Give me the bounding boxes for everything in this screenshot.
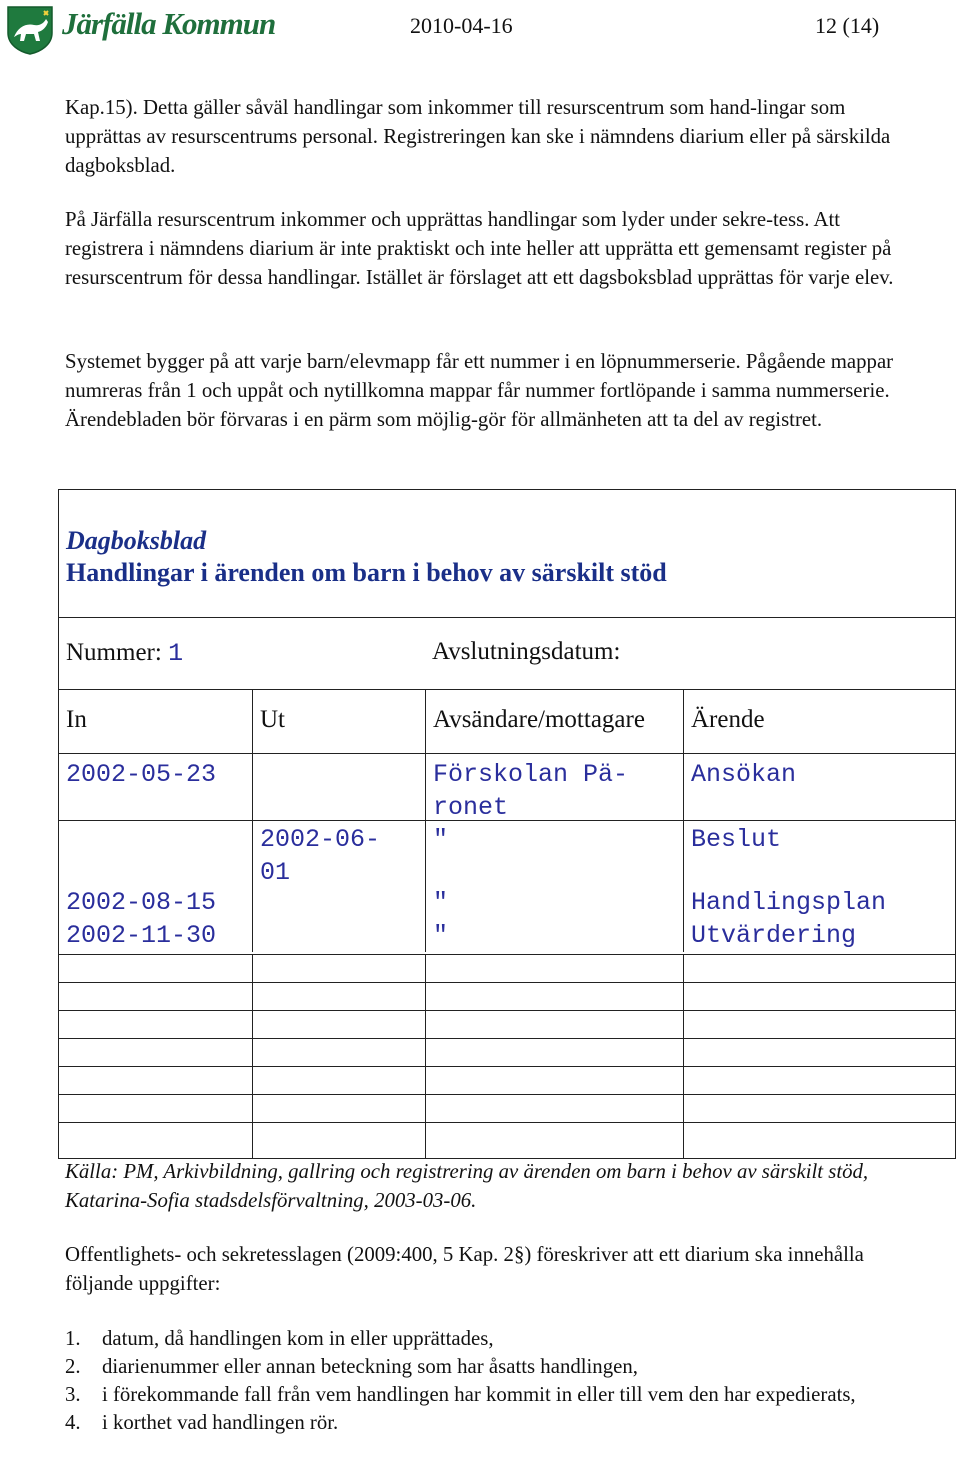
form-subtitle: Handlingar i ärenden om barn i behov av särskilt stöd: [66, 558, 667, 587]
table-row-empty: [59, 1122, 955, 1159]
form-column-headers: [59, 689, 955, 754]
col-header-party: Avsändare/mottagare: [425, 689, 684, 753]
col-header-in: In: [66, 706, 87, 733]
paragraph-law-reference: Offentlighets- och sekretesslagen (2009:400, 5 Kap. 2§) föreskriver att ett diarium ska innehålla följande uppgifter:: [65, 1243, 864, 1295]
table-row-empty: [59, 954, 955, 983]
list-item: 3. i förekommande fall från vem handlingen har kommit in eller till vem den har expedierats,: [65, 1383, 856, 1406]
page-number: 12 (14): [815, 13, 880, 38]
form-title: Dagboksblad: [66, 526, 207, 555]
table-row-empty: [59, 1094, 955, 1123]
end-date-cell: [425, 617, 955, 689]
municipality-crest-icon: [4, 3, 56, 55]
list-item: 1. datum, då handlingen kom in eller upprättades,: [65, 1327, 494, 1350]
table-row: 2002-06- 01 " Beslut: [59, 820, 955, 887]
form-header: [59, 490, 955, 618]
table-row-empty: [59, 1038, 955, 1067]
col-header-ut: Ut: [252, 689, 426, 753]
number-cell: [59, 617, 425, 689]
requirements-list: [65, 1325, 925, 1437]
form-number-row: [59, 617, 955, 690]
paragraph-registration: Kap.15). Detta gäller såväl handlingar som inkommer till resurscentrum som hand-lingar som upprättas av resurscentrums personal. Registreringen kan ske i nämndens diarium eller på särskilda dagboksblad.: [65, 96, 891, 177]
table-row-empty: [59, 1066, 955, 1095]
source-citation: Källa: PM, Arkivbildning, gallring och registrering av ärenden om barn i behov av särskilt stöd, Katarina-Sofia stadsdelsförvaltning, 2003-03-06.: [65, 1160, 869, 1212]
col-header-case: Ärende: [683, 689, 956, 753]
number-value: 1: [168, 639, 184, 668]
table-row: 2002-05-23 Förskolan Pä- ronet Ansökan: [59, 753, 955, 820]
dagboksblad-form: [58, 489, 956, 1159]
table-row-empty: [59, 982, 955, 1011]
page-header: [0, 0, 960, 56]
table-row: 2002-08-15 " Handlingsplan: [59, 886, 955, 919]
document-date: 2010-04-16: [410, 13, 513, 38]
end-date-label: Avslutningsdatum:: [432, 638, 621, 665]
table-row-empty: [59, 1010, 955, 1039]
paragraph-secrecy: På Järfälla resurscentrum inkommer och upprättas handlingar som lyder under sekre-tess. Att registrera i nämndens diarium är inte praktiskt och inte heller att upprätta ett gemensamt register på resurscentrum för dessa handlingar. Istället är förslaget att ett dagsboksblad upprättas för varje elev.: [65, 208, 894, 289]
org-logo-text: Järfälla Kommun: [62, 6, 276, 41]
table-row: 2002-11-30 " Utvärdering: [59, 919, 955, 952]
list-item: 4. i korthet vad handlingen rör.: [65, 1411, 339, 1434]
list-item: 2. diarienummer eller annan beteckning som har åsatts handlingen,: [65, 1355, 638, 1378]
paragraph-numbering-system: Systemet bygger på att varje barn/elevmapp får ett nummer i en löpnummerserie. Pågående mappar numreras från 1 och uppåt och nytillkomna mappar får nummer fortlöpande i samma nummerserie. Ärendebladen bör förvaras i en pärm som möjlig-gör för allmänheten att ta del av registret.: [65, 350, 894, 431]
number-field: [66, 637, 183, 670]
number-label: Nummer:: [66, 639, 162, 666]
